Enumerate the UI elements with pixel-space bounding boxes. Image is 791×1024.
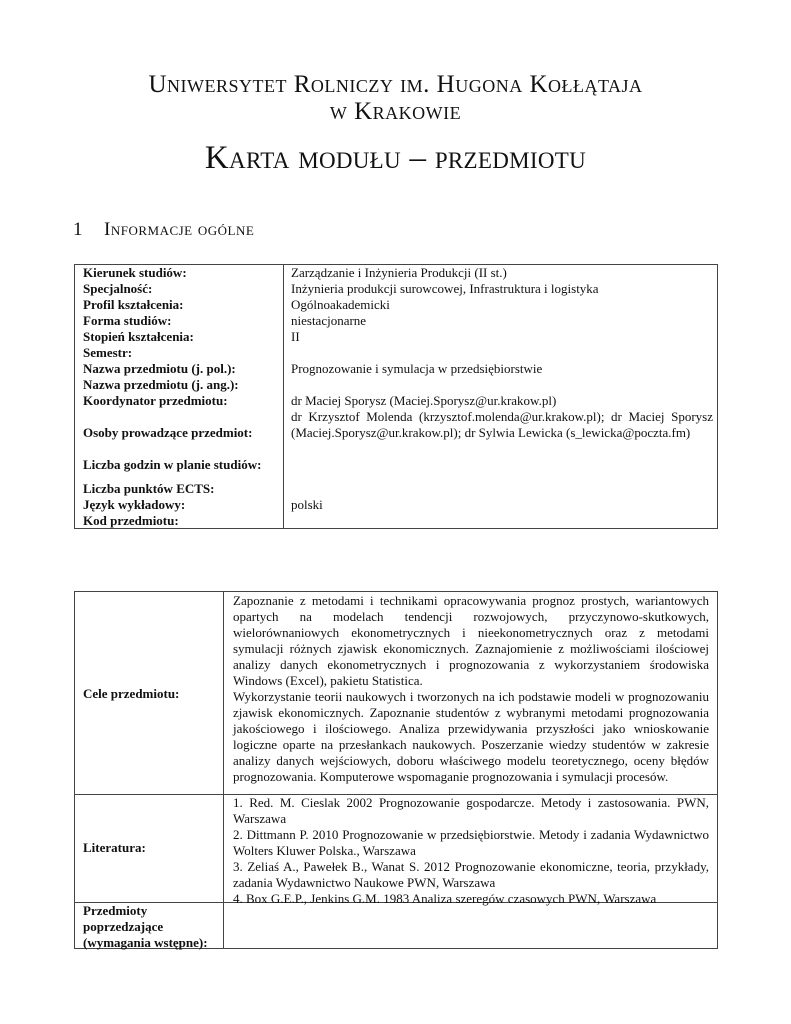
label-course-name-pl: Nazwa przedmiotu (j. pol.): <box>83 361 236 376</box>
value-language: polski <box>291 497 323 512</box>
label-course-name-en: Nazwa przedmiotu (j. ang.): <box>83 377 239 392</box>
value-course-goals: Zapoznanie z metodami i technikami opracowywania prognoz prostych, wariantowych opartych na modelach tendencji rozwojowych, przyczynowo-skutkowych, wielorównaniowych ekonometrycznych i nieekonometrycznych oraz z metodami symulacji różnych zjawisk ekonomicznych. Zaznajomienie z możliwościami ilościowej analizy danych ekonometrycznych i prognozowania z wykorzystaniem środowiska Windows (Excel), pakietu Statistica. Wykorzystanie teorii naukowych i tworzonych na ich podstawie modeli w prognozowaniu zjawisk ekonomicznych. Zapoznanie studentów z wybranymi metodami prognozowania jakościowego i ilościowego. Analiza przewidywania przyszłości jako wnioskowanie logiczne oparte na przesłankach naukowych. Poszerzanie wiedzy studentów w zakresie analizy danych wejściowych, doboru właściwego modelu teoretycznego, oceny błędów prognozowania. Komputerowe wspomaganie prognozowania i symulacji procesów. <box>233 593 709 784</box>
value-study-form: niestacjonarne <box>291 313 367 328</box>
column-divider <box>283 265 284 528</box>
label-literature: Literatura: <box>83 840 146 855</box>
course-goals-table <box>74 591 718 949</box>
label-course-goals: Cele przedmiotu: <box>83 686 180 701</box>
label-course-code: Kod przedmiotu: <box>83 513 179 528</box>
university-name-line1: Uniwersytet Rolniczy im. Hugona Kołłątaja <box>148 71 643 98</box>
general-info-table <box>74 264 718 529</box>
label-language: Język wykładowy: <box>83 497 186 512</box>
label-semester: Semestr: <box>83 345 133 360</box>
label-education-profile: Profil kształcenia: <box>83 297 184 312</box>
value-coordinator: dr Maciej Sporysz (Maciej.Sporysz@ur.krakow.pl) <box>291 393 557 408</box>
label-hours-in-plan: Liczba godzin w planie studiów: <box>83 457 262 472</box>
label-instructors: Osoby prowadzące przedmiot: <box>83 425 253 440</box>
value-field-of-study: Zarządzanie i Inżynieria Produkcji (II st.) <box>291 265 507 280</box>
value-instructors: dr Krzysztof Molenda (krzysztof.molenda@ur.krakow.pl); dr Maciej Sporysz (Maciej.Sporysz@ur.krakow.pl); dr Sylwia Lewicka (s_lewicka@poczta.fm) <box>291 409 713 440</box>
value-education-level: II <box>291 329 300 344</box>
label-prerequisites: Przedmioty poprzedzające (wymagania wstępne): <box>83 903 208 950</box>
value-literature: 1. Red. M. Cieslak 2002 Prognozowanie gospodarcze. Metody i zastosowania. PWN, Warszawa 2. Dittmann P. 2010 Prognozowanie w przedsiębiorstwie. Metody i zadania Wydawnictwo Wolters Kluwer Polska., Warszawa 3. Zeliaś A., Pawełek B., Wanat S. 2012 Prognozowanie ekonomiczne, teoria, przykłady, zadania Wydawnictwo Naukowe PWN, Warszawa 4. Box G.E.P., Jenkins G.M. 1983 Analiza szeregów czasowych PWN, Warszawa <box>233 795 709 906</box>
university-name-line2: w Krakowie <box>329 98 462 125</box>
label-specialization: Specjalność: <box>83 281 153 296</box>
label-education-level: Stopień kształcenia: <box>83 329 194 344</box>
label-ects-points: Liczba punktów ECTS: <box>83 481 215 496</box>
value-specialization: Inżynieria produkcji surowcowej, Infrastruktura i logistyka <box>291 281 599 296</box>
document-title: Karta modułu – przedmiotu <box>204 140 587 176</box>
label-coordinator: Koordynator przedmiotu: <box>83 393 228 408</box>
value-education-profile: Ogólnoakademicki <box>291 297 390 312</box>
label-field-of-study: Kierunek studiów: <box>83 265 187 280</box>
value-course-name-pl: Prognozowanie i symulacja w przedsiębiorstwie <box>291 361 543 376</box>
label-study-form: Forma studiów: <box>83 313 172 328</box>
column-divider <box>223 592 224 948</box>
section-heading <box>73 218 254 242</box>
section-number: 1 <box>73 219 83 240</box>
section-title: Informacje ogólne <box>104 219 255 240</box>
